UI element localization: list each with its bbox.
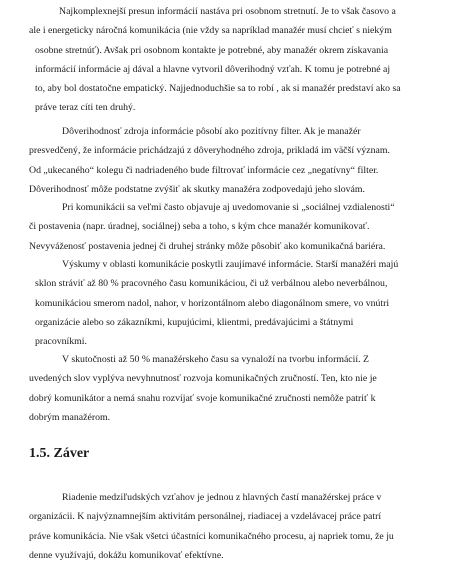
text-line: Výskumy v oblasti komunikácie poskytli zaujímavé informácie. Starší manažéri majú <box>62 259 399 270</box>
text-line: Dôverihodnosť zdroja informácie pôsobí ako pozitívny filter. Ak je manažér <box>62 126 361 137</box>
paragraph-research <box>29 255 457 351</box>
text-line: dobrým manažérom. <box>29 411 111 423</box>
text-line: Pri komunikácii sa veľmi často objavuje aj uvedomovanie si „sociálnej vzdialenosti“ <box>62 202 395 213</box>
text-line: Nevyváženosť postavenia jednej či druhej stránky môže pôsobiť ako komunikačná bariéra. <box>29 240 386 252</box>
text-line: sklon stráviť až 80 % pracovného času komunikáciou, či už verbálnou alebo neverbálnou, <box>35 278 388 290</box>
text-line: denne využívajú, dokážu komunikovať efektívne. <box>29 549 224 561</box>
text-line: informácií informácie aj dával a hlavne vytvoril dôverihodný vzťah. K tomu je potrebné aj <box>35 63 391 75</box>
text-line: V skutočnosti až 50 % manažérskeho času sa vynaloží na tvorbu informácií. Z <box>62 354 369 365</box>
text-line: uvedených slov vyplýva nevyhnutnosť rozvoja komunikačných zručností. Ten, kto nie je <box>29 373 377 385</box>
text-line: Riadenie medziľudských vzťahov je jednou z hlavných častí manažérskej práce v <box>62 492 382 503</box>
text-line: organizácie alebo so zákazníkmi, kupujúcimi, klientmi, predávajúcimi a štátnymi <box>35 316 354 328</box>
paragraph-credibility <box>29 122 457 199</box>
text-line: organizácii. K najvýznamnejším aktivitám personálnej, riadiacej a vzdelávacej práce patrí <box>29 511 382 523</box>
text-line: Od „ukecaného“ kolegu či nadriadeného bude filtrovať informácie cez „negatívny“ filter. <box>29 164 379 176</box>
paragraph-personal-meeting <box>29 2 457 118</box>
text-line: ale i energeticky náročná komunikácia (nie vždy sa napríklad manažér musí chcieť s niekým <box>29 25 392 37</box>
text-line: Dôverihodnosť môže podstatne zvýšiť ak skutky manažéra zodpovedajú jeho slovám. <box>29 183 365 195</box>
text-line: práve komunikácia. Nie však všetci účastníci komunikačného procesu, aj napriek tomu, že ju <box>29 530 394 542</box>
paragraph-conclusion <box>29 488 457 565</box>
text-line: pracovníkmi. <box>35 336 87 348</box>
text-line: či postavenia (napr. úradnej, sociálnej) seba a toho, s kým chce manažér komunikovať. <box>29 221 370 233</box>
section-heading: 1.5. Záver <box>29 446 90 461</box>
paragraph-information-time <box>29 350 457 427</box>
paragraph-social-distance <box>29 198 457 256</box>
text-line: práve teraz cíti ten druhý. <box>35 102 136 114</box>
text-line: Najkomplexnejší presun informácií nastáva pri osobnom stretnutí. Je to však časovo a <box>59 6 396 17</box>
text-line: dobrý komunikátor a nemá snahu rozvíjať svoje komunikačné zručnosti nemôže patriť k <box>29 392 376 404</box>
text-line: osobne stretnúť). Avšak pri osobnom kontakte je potrebné, aby manažér okrem získavania <box>35 44 389 56</box>
text-line: presvedčený, že informácie prichádzajú z dôveryhodného zdroja, prikladá im väčší význam. <box>29 145 390 157</box>
text-line: komunikáciou smerom nadol, nahor, v horizontálnom alebo diagonálnom smere, vo vnútri <box>35 297 390 309</box>
text-line: to, aby bol dostatočne empatický. Najjednoduchšie sa to robí , ak si manažér predstaví ako sa <box>35 83 401 95</box>
